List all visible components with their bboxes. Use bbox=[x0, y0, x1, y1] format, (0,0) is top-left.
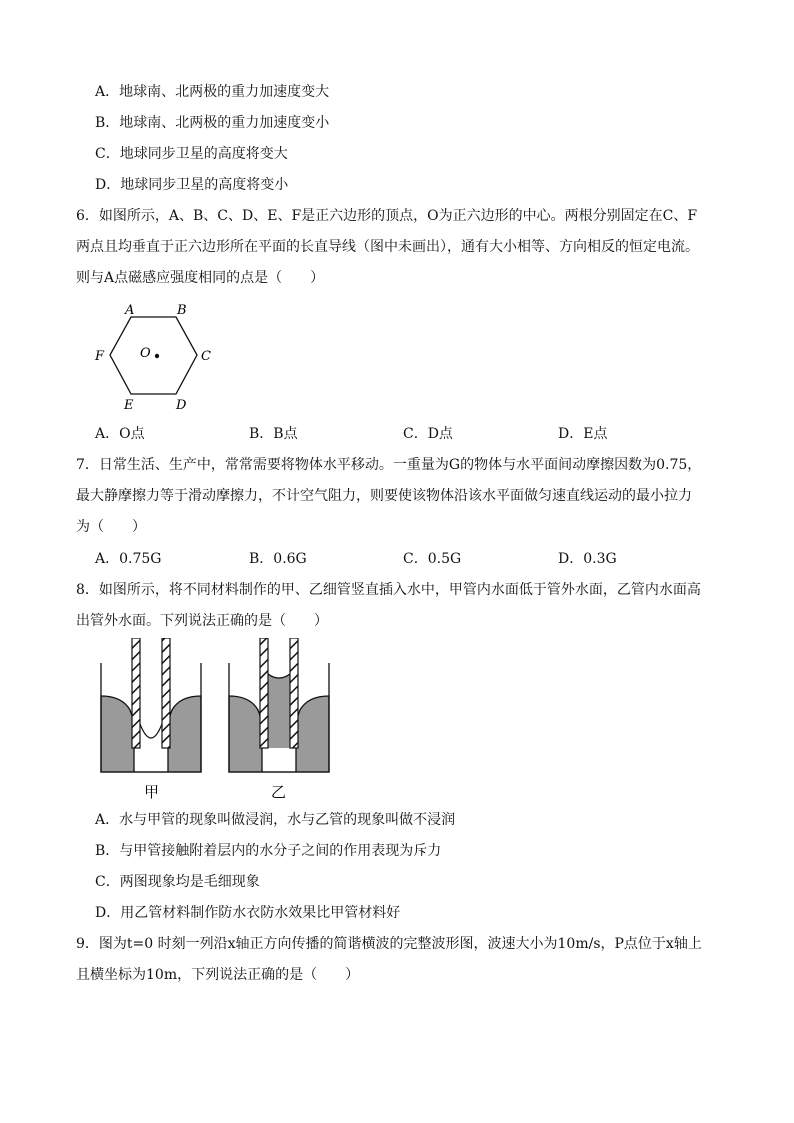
q7-option-c: C．0.5G bbox=[403, 551, 462, 567]
capillary-column-yi bbox=[268, 674, 290, 748]
hexagon-label-o: O bbox=[140, 346, 151, 361]
q6-stem-line-2: 两点且均垂直于正六边形所在平面的长直导线（图中未画出），通有大小相等、方向相反的恒定电流。 bbox=[76, 239, 699, 255]
q5-option-d: D．地球同步卫星的高度将变小 bbox=[95, 177, 289, 193]
q5-option-a: A．地球南、北两极的重力加速度变大 bbox=[95, 84, 330, 100]
tube-jia-right-wall bbox=[162, 638, 170, 748]
q6-option-d: D．E点 bbox=[558, 426, 608, 442]
q7-stem-line-3: 为（ ） bbox=[76, 519, 146, 535]
hexagon-label-b: B bbox=[177, 303, 187, 318]
hexagon-label-c: C bbox=[201, 349, 211, 364]
tube-yi-right-wall bbox=[290, 638, 298, 748]
label-jia: 甲 bbox=[144, 783, 160, 801]
q8-option-c: C．两图现象均是毛细现象 bbox=[95, 874, 260, 890]
q5-option-c: C．地球同步卫星的高度将变大 bbox=[95, 146, 288, 162]
container-yi bbox=[229, 638, 329, 772]
q7-option-a: A．0.75G bbox=[95, 551, 162, 567]
q6-option-a: A．O点 bbox=[95, 426, 145, 442]
q8-stem-line-2: 出管外水面。下列说法正确的是（ ） bbox=[76, 613, 328, 629]
q6-stem-line-3: 则与A点磁感应强度相同的点是（ ） bbox=[76, 270, 325, 286]
hexagon-figure bbox=[90, 296, 230, 418]
hexagon-label-a: A bbox=[125, 303, 135, 318]
q8-option-b: B．与甲管接触附着层内的水分子之间的作用表现为斥力 bbox=[95, 843, 442, 859]
q8-option-a: A．水与甲管的现象叫做浸润，水与乙管的现象叫做不浸润 bbox=[95, 812, 456, 828]
hexagon-label-e: E bbox=[124, 398, 134, 413]
tube-yi-left-wall bbox=[260, 638, 268, 748]
hexagon-label-f: F bbox=[95, 349, 105, 364]
meniscus-jia bbox=[140, 724, 162, 748]
q8-option-d: D．用乙管材料制作防水衣防水效果比甲管材料好 bbox=[95, 905, 401, 921]
hexagon-shape bbox=[110, 317, 197, 394]
q8-stem-line-1: 8．如图所示，将不同材料制作的甲、乙细管竖直插入水中，甲管内水面低于管外水面，乙管内水面高 bbox=[76, 582, 701, 598]
q6-stem-line-1: 6．如图所示，A、B、C、D、E、F是正六边形的顶点，O为正六边形的中心。两根分别固定在C、F bbox=[76, 208, 698, 224]
q7-stem-line-2: 最大静摩擦力等于滑动摩擦力，不计空气阻力，则要使该物体沿该水平面做匀速直线运动的最小拉力 bbox=[76, 488, 692, 504]
q5-option-b: B．地球南、北两极的重力加速度变小 bbox=[95, 115, 330, 131]
q7-option-b: B．0.6G bbox=[249, 551, 307, 567]
q7-option-d: D．0.3G bbox=[558, 551, 617, 567]
water-jia bbox=[101, 696, 201, 772]
q7-stem-line-1: 7．日常生活、生产中，常常需要将物体水平移动。一重量为G的物体与水平面间动摩擦因数为0.75， bbox=[76, 457, 702, 473]
tube-jia-left-wall bbox=[132, 638, 140, 748]
label-yi: 乙 bbox=[271, 783, 287, 801]
container-jia bbox=[101, 638, 201, 772]
q6-option-c: C．D点 bbox=[403, 426, 453, 442]
hexagon-label-d: D bbox=[176, 398, 187, 413]
q6-option-b: B．B点 bbox=[249, 426, 298, 442]
capillary-tubes-figure bbox=[96, 638, 336, 806]
center-point bbox=[155, 354, 159, 358]
q9-stem-line-2: 且横坐标为10m，下列说法正确的是（ ） bbox=[76, 967, 360, 983]
q9-stem-line-1: 9．图为t=0 时刻一列沿x轴正方向传播的简谐横波的完整波形图，波速大小为10m/s，P点位于x轴上 bbox=[76, 936, 702, 952]
